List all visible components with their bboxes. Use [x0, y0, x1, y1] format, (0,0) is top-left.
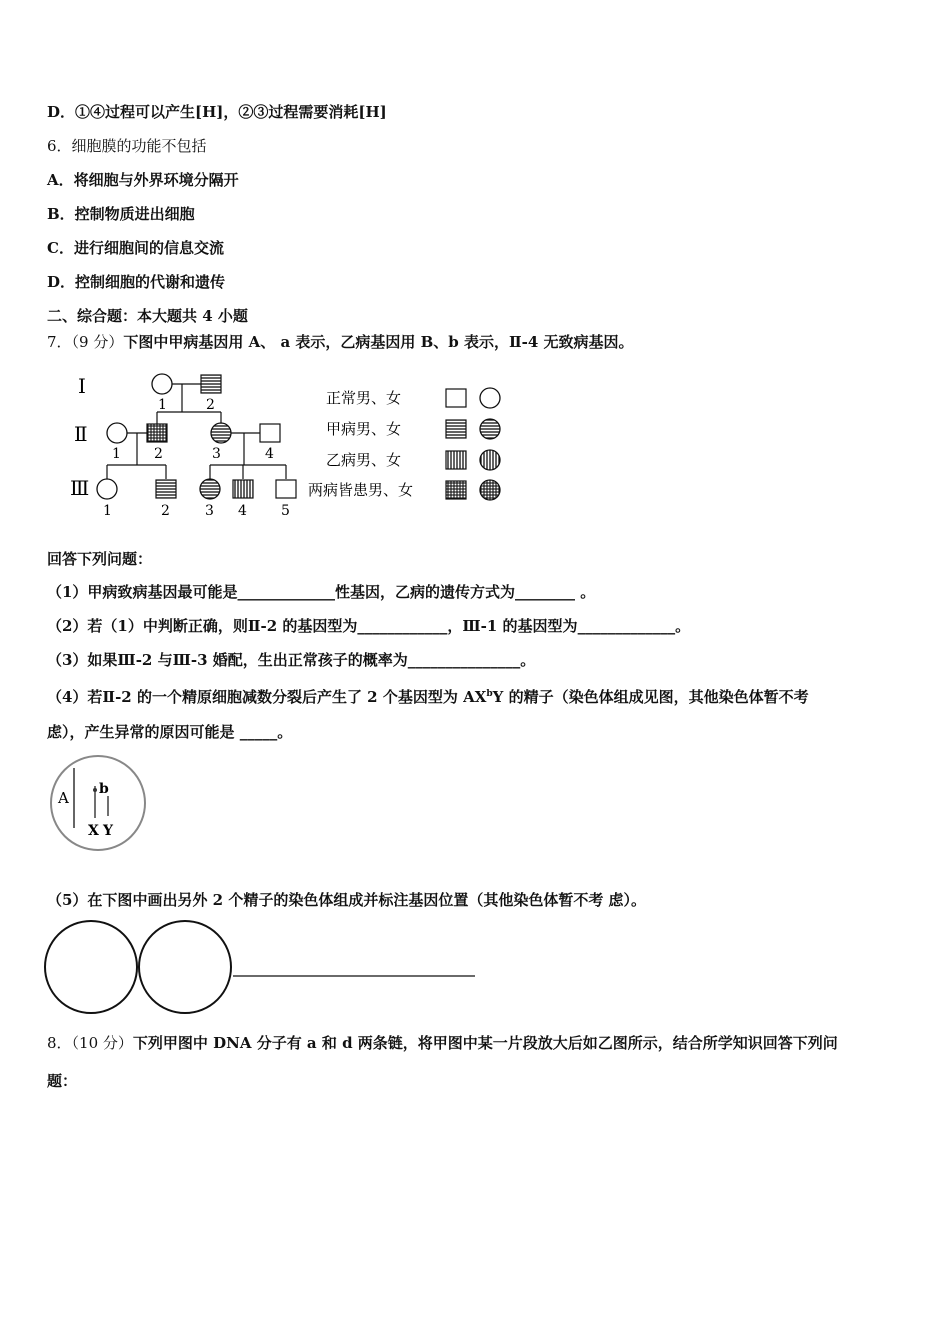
- legend-both-male: [446, 481, 466, 499]
- gen-label-3: Ⅲ: [70, 476, 90, 500]
- q7-stem-line: [47, 332, 634, 352]
- sperm-cell-figure: [48, 754, 150, 852]
- q7-sub3-text-a: （3）如果Ⅲ-2 与Ⅲ-3 婚配，生出正常孩子的概率为: [47, 651, 408, 669]
- gen2-male-4: [260, 424, 280, 442]
- q7-sub2-blank-2[interactable]: _____________: [577, 617, 676, 635]
- answer-circle-2[interactable]: [139, 921, 231, 1013]
- chromosome-y-label: Y: [103, 823, 113, 839]
- gen3-num-5: 5: [281, 503, 290, 519]
- gen2-num-3: 3: [212, 446, 221, 462]
- answer-circle-1[interactable]: [45, 921, 137, 1013]
- q7-sub1-text-b: 性基因，乙病的遗传方式为: [334, 583, 515, 601]
- q7-sub4-text-a: （4）若Ⅱ-2 的一个精原细胞减数分裂后产生了 2 个基因型为 AX: [47, 688, 487, 706]
- gene-label-a: A: [58, 789, 69, 807]
- gen3-num-1: 1: [103, 503, 112, 519]
- gen3-male-2: [156, 480, 176, 498]
- q6-option-a: A．将细胞与外界环境分隔开: [47, 171, 239, 189]
- gen1-num-2: 2: [206, 397, 215, 413]
- gene-b-locus: [93, 788, 97, 792]
- q7-sub1: [47, 582, 595, 602]
- legend-jia-male: [446, 420, 466, 438]
- q7-sub1-text-c: 。: [574, 583, 596, 601]
- legend-both-label: 两病皆患男、女: [308, 481, 414, 499]
- q8-number: 8．（10 分）: [47, 1034, 133, 1052]
- gen2-male-2: [147, 424, 167, 442]
- q7-prompt: 回答下列问题：: [47, 550, 153, 568]
- legend-yi-male: [446, 451, 466, 469]
- gen2-num-4: 4: [265, 446, 274, 462]
- q8-stem-line2: 题：: [47, 1072, 78, 1090]
- gen3-male-4: [233, 480, 253, 498]
- gen3-female-1: [97, 479, 117, 499]
- gen3-num-4: 4: [238, 503, 247, 519]
- gen2-female-3: [211, 423, 231, 443]
- q7-sub2-blank-1[interactable]: ____________: [357, 617, 448, 635]
- chromosome-x-label: X: [88, 823, 99, 839]
- gen3-male-5: [276, 480, 296, 498]
- q6-option-c: C．进行细胞间的信息交流: [47, 239, 224, 257]
- q7-sub3-blank-1[interactable]: _______________: [407, 651, 521, 669]
- gen1-female-1: [152, 374, 172, 394]
- gene-label-b: b: [99, 781, 109, 797]
- q7-sub2-text-c: 。: [675, 617, 691, 635]
- q7-sub1-blank-1[interactable]: _____________: [237, 583, 335, 601]
- gen2-num-2: 2: [154, 446, 163, 462]
- gen-label-2: Ⅱ: [74, 422, 88, 446]
- q7-sub3: [47, 650, 535, 670]
- q7-sub2-text-b: ，Ⅲ-1 的基因型为: [447, 617, 578, 635]
- gen3-female-3: [200, 479, 220, 499]
- q8-stem: 下列甲图中 DNA 分子有 a 和 d 两条链，将甲图中某一片段放大后如乙图所示，结合所学知识回答下列问: [132, 1034, 838, 1052]
- q7-sub4-line2: 虑），产生异常的原因可能是 _____。: [47, 723, 293, 741]
- legend-yi-female: [480, 450, 500, 470]
- q7-sub4-superscript: b: [486, 689, 493, 699]
- gen1-num-1: 1: [158, 397, 167, 413]
- q7-sub1-text-a: （1）甲病致病基因最可能是: [47, 583, 238, 601]
- q7-stem: 下图中甲病基因用 A、 a 表示，乙病基因用 B、b 表示，Ⅱ-4 无致病基因。: [123, 333, 634, 351]
- q7-sub2: [47, 616, 690, 636]
- q6-option-d: D．控制细胞的代谢和遗传: [47, 273, 226, 291]
- gen3-num-2: 2: [161, 503, 170, 519]
- answer-drawing-area[interactable]: [44, 918, 484, 1016]
- section-heading: 二、综合题：本大题共 4 小题: [47, 307, 248, 325]
- pedigree-chart: [60, 362, 510, 527]
- q6-stem: 6．细胞膜的功能不包括: [47, 137, 207, 155]
- legend-yi-label: 乙病男、女: [326, 451, 402, 469]
- q7-sub2-text-a: （2）若（1）中判断正确，则Ⅱ-2 的基因型为: [47, 617, 358, 635]
- q7-sub4-line1: [47, 684, 809, 707]
- gen2-female-1: [107, 423, 127, 443]
- q7-sub3-text-c: 。: [520, 651, 536, 669]
- gen-label-1: Ⅰ: [78, 374, 86, 398]
- legend-both-female: [480, 480, 500, 500]
- gen2-num-1: 1: [112, 446, 121, 462]
- q7-number: 7．（9 分）: [47, 333, 124, 351]
- q7-sub1-blank-2[interactable]: ________: [514, 583, 575, 601]
- legend-jia-label: 甲病男、女: [326, 420, 402, 438]
- gen1-male-2: [201, 375, 221, 393]
- legend-normal-male: [446, 389, 466, 407]
- q8-stem-line: [47, 1033, 838, 1053]
- q7-sub4-text-b: Y 的精子（染色体组成见图，其他染色体暂不考: [492, 688, 809, 706]
- q7-sub5: （5）在下图中画出另外 2 个精子的染色体组成并标注基因位置（其他染色体暂不考 虑）。: [47, 891, 647, 909]
- gen3-num-3: 3: [205, 503, 214, 519]
- legend-normal-female: [480, 388, 500, 408]
- legend-jia-female: [480, 419, 500, 439]
- legend-normal-label: 正常男、女: [326, 389, 402, 407]
- q5-option-d: D．①④过程可以产生[H]，②③过程需要消耗[H]: [47, 103, 387, 121]
- q6-option-b: B．控制物质进出细胞: [47, 205, 195, 223]
